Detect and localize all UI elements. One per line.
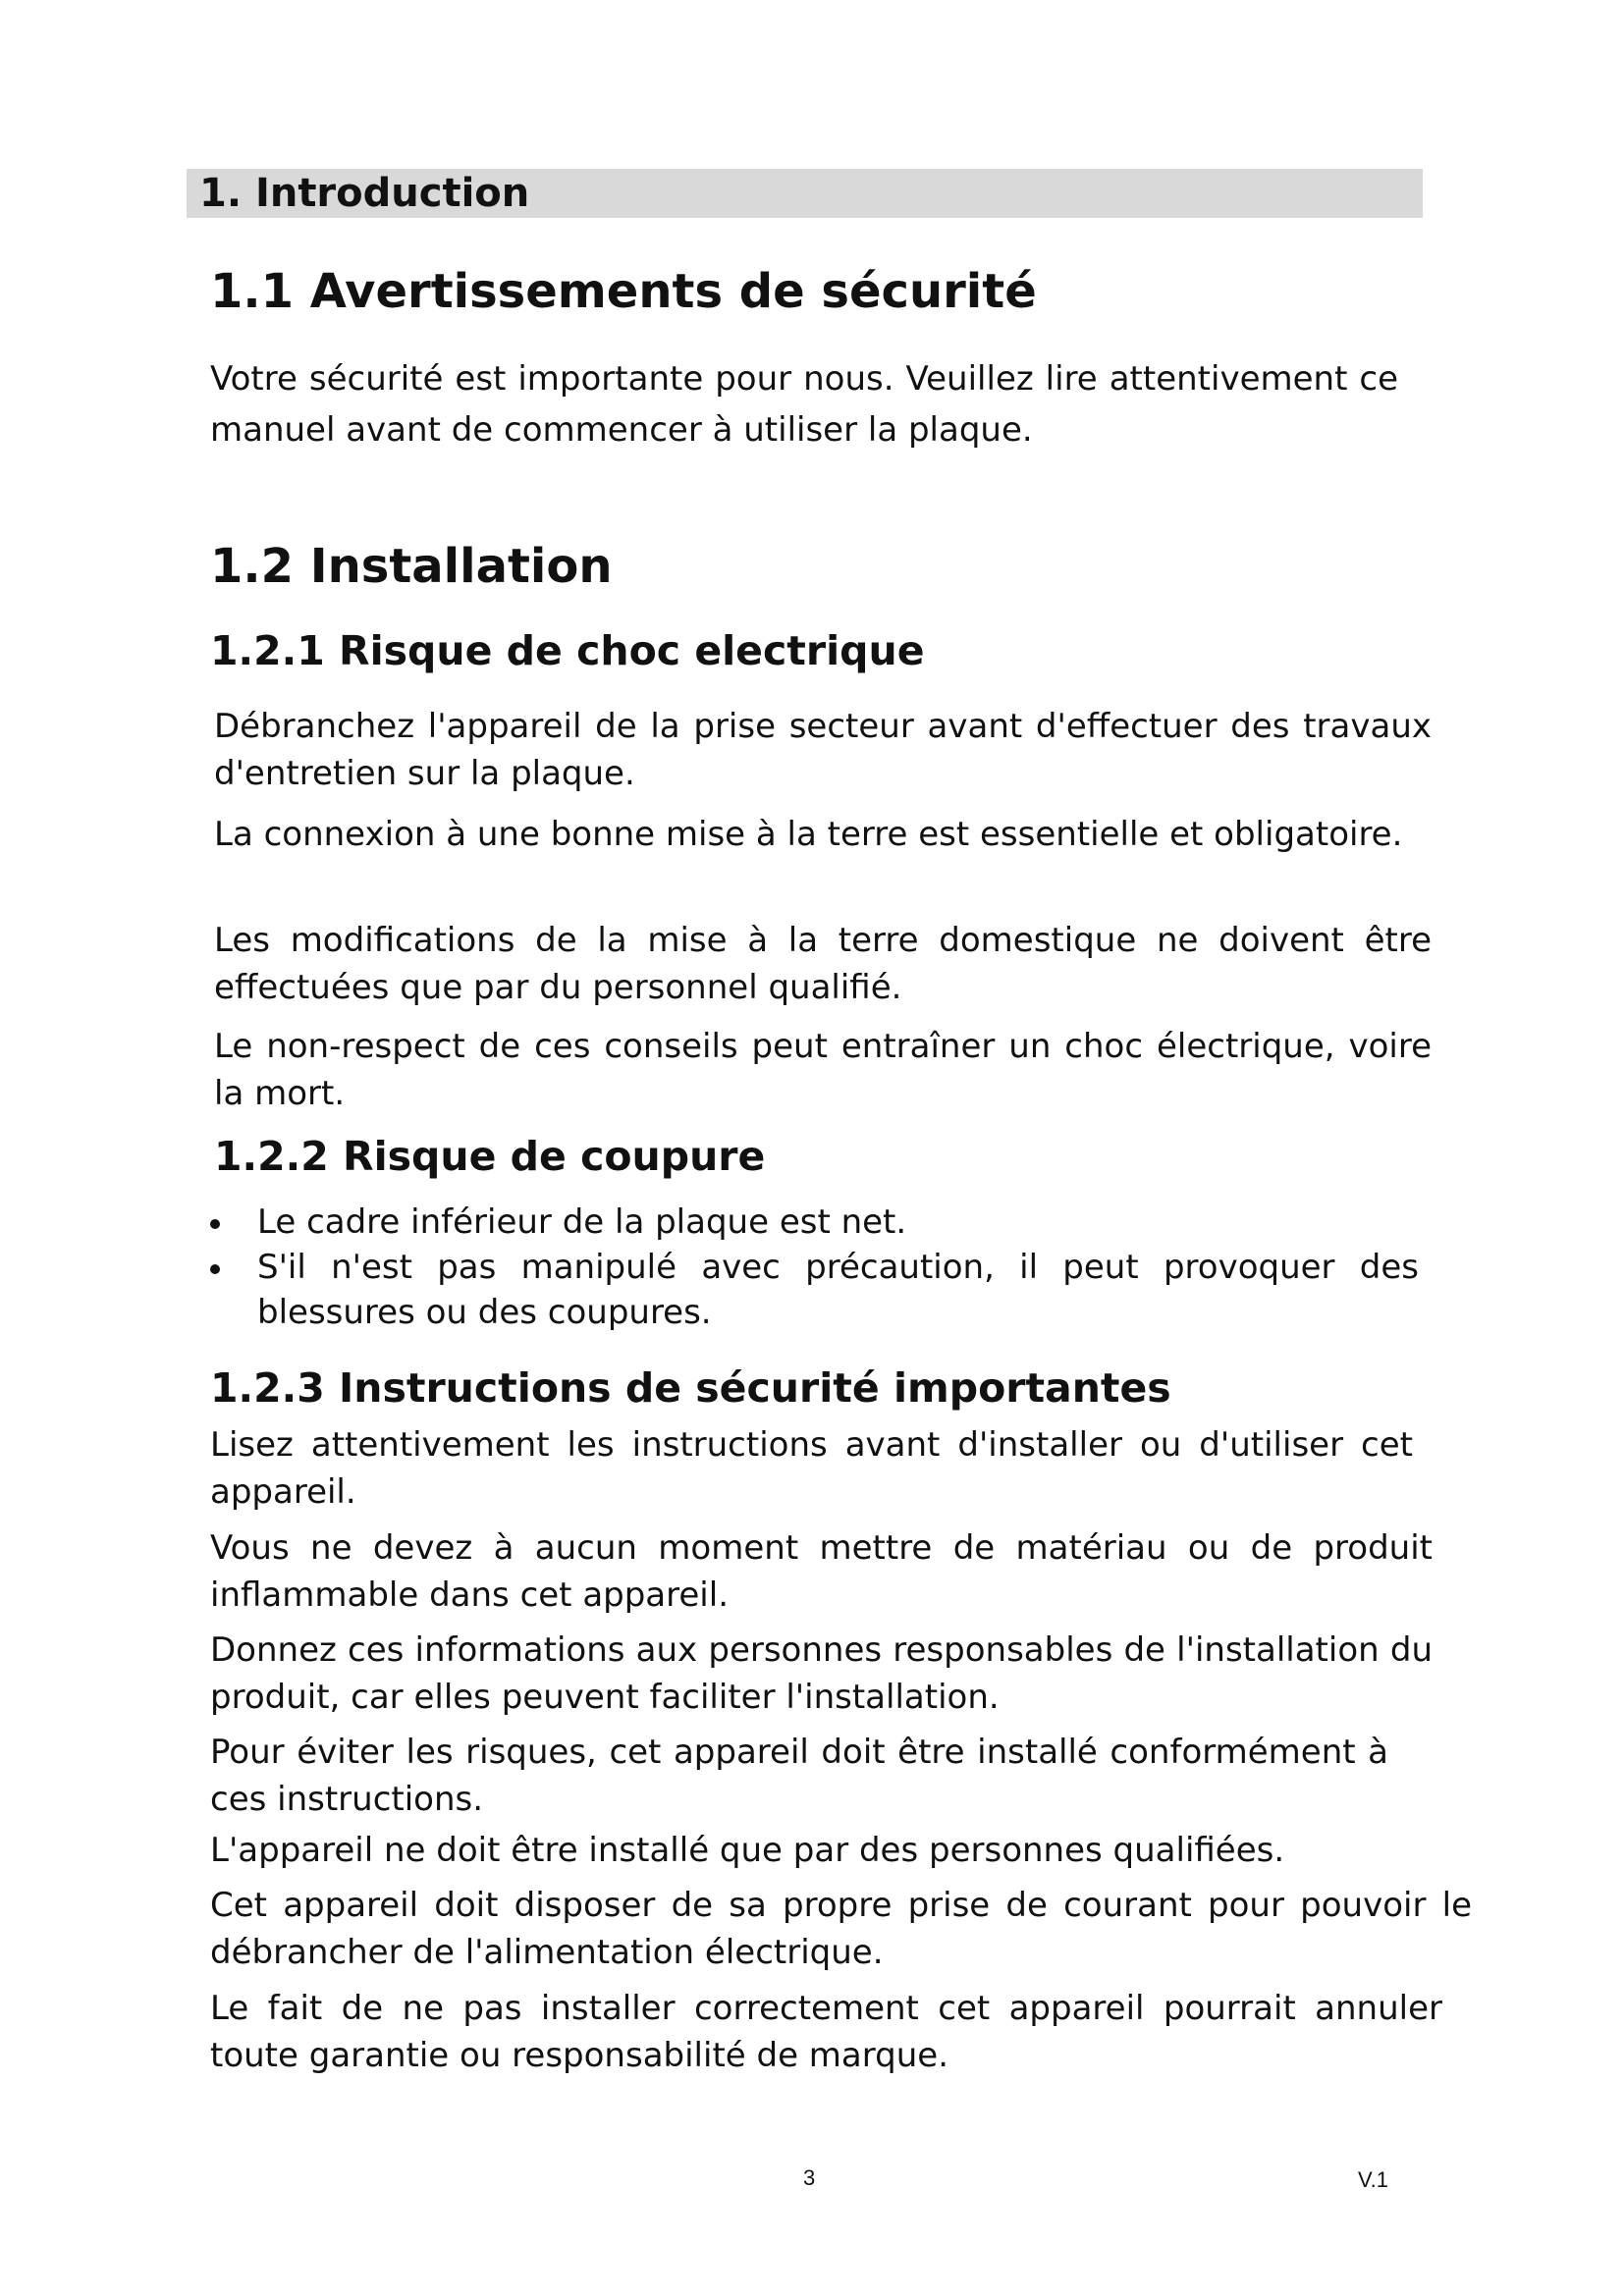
paragraph-instructions-6: Cet appareil doit disposer de sa propre prise de courant pour pouvoir le débrancher de l'alimentation électrique. bbox=[210, 1886, 1472, 1972]
paragraph-shock-4: Le non-respect de ces conseils peut entraîner un choc électrique, voire la mort. bbox=[214, 1027, 1432, 1113]
list-item-text: S'il n'est pas manipulé avec précaution, il peut provoquer des blessures ou des coupures. bbox=[257, 1248, 1419, 1332]
version-label: V.1 bbox=[1358, 2167, 1389, 2192]
page-number: 3 bbox=[803, 2165, 816, 2190]
heading-important-safety-instructions: 1.2.3 Instructions de sécurité importantes bbox=[210, 1364, 1171, 1412]
bullet-icon bbox=[210, 1264, 220, 1274]
paragraph-shock-2: La connexion à une bonne mise à la terre est essentielle et obligatoire. bbox=[214, 815, 1403, 854]
heading-cut-risk: 1.2.2 Risque de coupure bbox=[214, 1133, 766, 1180]
paragraph-instructions-7: Le fait de ne pas installer correctement cet appareil pourrait annuler toute garantie ou responsabilité de marque. bbox=[210, 1989, 1442, 2075]
paragraph-instructions-2: Vous ne devez à aucun moment mettre de matériau ou de produit inflammable dans cet appareil. bbox=[210, 1528, 1433, 1615]
paragraph-instructions-5: L'appareil ne doit être installé que par des personnes qualifiées. bbox=[210, 1831, 1285, 1870]
paragraph-safety-intro: Votre sécurité est importante pour nous. Veuillez lire attentivement ce manuel avant de commencer à utiliser la plaque. bbox=[210, 359, 1398, 450]
paragraph-shock-1: Débranchez l'appareil de la prise secteur avant d'effectuer des travaux d'entretien sur la plaque. bbox=[214, 707, 1432, 793]
heading-safety-warnings: 1.1 Avertissements de sécurité bbox=[210, 264, 1037, 319]
heading-electric-shock-risk: 1.2.1 Risque de choc electrique bbox=[210, 627, 925, 674]
paragraph-shock-3: Les modifications de la mise à la terre domestique ne doivent être effectuées que par du personnel qualifié. bbox=[214, 921, 1432, 1007]
chapter-title: 1. Introduction bbox=[199, 171, 530, 216]
bullet-icon bbox=[210, 1219, 220, 1229]
list-item-text: Le cadre inférieur de la plaque est net. bbox=[257, 1202, 907, 1242]
paragraph-instructions-4: Pour éviter les risques, cet appareil doit être installé conformément à ces instructions. bbox=[210, 1733, 1388, 1819]
paragraph-instructions-1: Lisez attentivement les instructions avant d'installer ou d'utiliser cet appareil. bbox=[210, 1425, 1413, 1512]
cut-risk-list bbox=[201, 1200, 1419, 1335]
list-item bbox=[201, 1245, 1419, 1335]
list-item bbox=[201, 1200, 1419, 1245]
heading-installation: 1.2 Installation bbox=[210, 539, 613, 594]
paragraph-instructions-3: Donnez ces informations aux personnes responsables de l'installation du produit, car elles peuvent faciliter l'installation. bbox=[210, 1630, 1433, 1717]
